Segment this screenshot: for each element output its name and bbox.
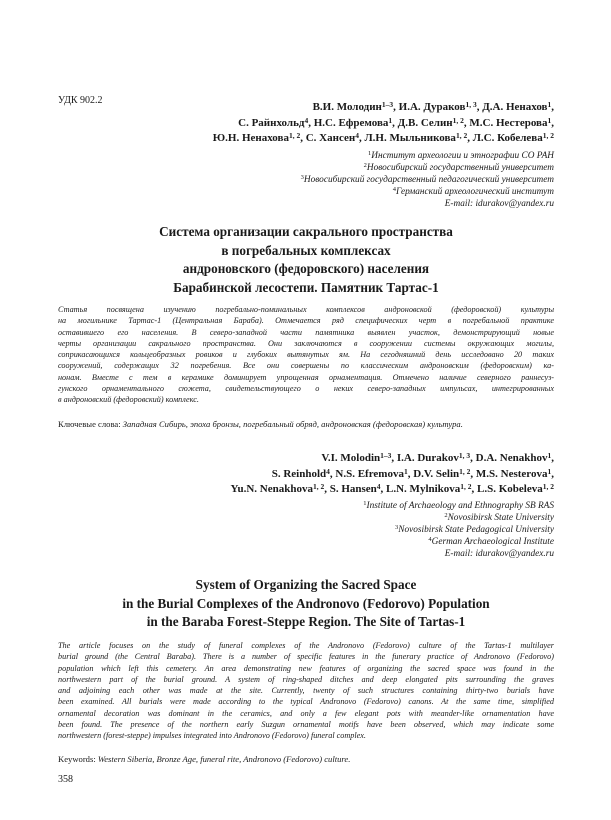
affiliation-text: Новосибирский государственный педагогический университет bbox=[303, 175, 554, 185]
affiliation-superscript: 1 bbox=[547, 115, 552, 125]
affiliation-text: E-mail: idurakov@yandex.ru bbox=[444, 199, 554, 209]
author-name: Yu.N. Nenakhova bbox=[230, 483, 313, 495]
abstract-line: нонам. Вместе с тем в керамике доминирует упрощенная орнаментация. Отмечено наличие северного раннесуз- bbox=[58, 372, 554, 382]
affiliation-line bbox=[200, 150, 554, 162]
en-title bbox=[58, 576, 554, 632]
abstract-line: в андроновский (федоровский) комплекс. bbox=[58, 395, 199, 405]
affiliation-number: 3 bbox=[300, 174, 304, 181]
abstract-line: burial ground (the Central Baraba). There is a number of specific features in the funerary practice of Andronovo (Fedorovo) bbox=[58, 652, 554, 662]
affiliation-text: German Archaeological Institute bbox=[431, 537, 554, 547]
en-keywords-label: Keywords: bbox=[58, 754, 96, 764]
abstract-line: been found. The presence of the northern early Suzgun ornamental motifs have been observed, which may indicate some bbox=[58, 720, 554, 730]
affiliation-superscript: 1–3 bbox=[381, 100, 394, 109]
title-line: in the Burial Complexes of the Andronovo (Fedorovo) Population bbox=[122, 595, 490, 611]
page-number: 358 bbox=[58, 774, 73, 785]
affiliation-superscript: 1, 3 bbox=[465, 100, 477, 109]
author-name: , bbox=[551, 467, 554, 480]
author-name: , Л.Н. Мыльникова bbox=[358, 132, 456, 144]
affiliation-line bbox=[200, 536, 554, 548]
title-line: Система организации сакрального пространства bbox=[159, 224, 453, 239]
en-abstract bbox=[58, 640, 554, 742]
abstract-line: northwestern (forest-steppe) impulses integrated into Andronovo (Fedorovo) funeral complex. bbox=[58, 731, 366, 741]
affiliation-number: 3 bbox=[395, 524, 399, 531]
author-name: , S. Hansen bbox=[324, 483, 377, 495]
affiliation-superscript: 4 bbox=[376, 482, 381, 491]
author-name: , С. Хансен bbox=[300, 132, 356, 144]
affiliation-number: 2 bbox=[444, 512, 448, 519]
ru-abstract bbox=[58, 304, 554, 406]
author-name: , D.A. Nenakhov bbox=[470, 452, 548, 464]
affiliation-number: 1 bbox=[368, 150, 372, 157]
abstract-line: черты организации сакрального пространства. Они заключаются в сооружении системы окружающих могилы, bbox=[58, 338, 554, 348]
affiliation-number: 2 bbox=[363, 162, 367, 169]
affiliation-superscript: 1, 2 bbox=[460, 482, 472, 491]
title-line: Барабинской лесостепи. Памятник Тартас-1 bbox=[173, 279, 439, 295]
udk-code: УДК 902.2 bbox=[58, 95, 103, 106]
ru-keywords bbox=[58, 419, 554, 430]
affiliation-number: 4 bbox=[392, 186, 397, 193]
author-name: , Д.А. Ненахов bbox=[476, 101, 548, 113]
affiliation-superscript: 1 bbox=[403, 466, 408, 476]
affiliation-superscript: 1 bbox=[547, 100, 552, 109]
author-name: , Д.В. Селин bbox=[392, 116, 453, 129]
affiliation-number: 4 bbox=[428, 536, 432, 543]
author-name: S. Reinhold bbox=[271, 467, 327, 480]
author-name: , I.A. Durakov bbox=[391, 452, 459, 464]
en-authors bbox=[120, 451, 554, 498]
affiliation-line bbox=[200, 512, 554, 524]
author-name: V.I. Molodin bbox=[321, 452, 381, 464]
contact-email bbox=[200, 198, 554, 210]
author-name: Ю.Н. Ненахова bbox=[212, 132, 289, 144]
author-line bbox=[120, 482, 554, 498]
affiliation-text: E-mail: idurakov@yandex.ru bbox=[444, 549, 554, 559]
affiliation-superscript: 1, 2 bbox=[312, 482, 325, 491]
affiliation-line bbox=[200, 162, 554, 174]
ru-keywords-text: Западная Сибирь, эпоха бронзы, погребальный обряд, андроновская (федоровская) культура. bbox=[122, 419, 463, 429]
affiliation-number: 1 bbox=[363, 500, 367, 507]
author-name: , M.S. Nesterova bbox=[470, 467, 548, 480]
author-name: , bbox=[551, 116, 554, 129]
affiliation-superscript: 1, 2 bbox=[459, 466, 471, 476]
affiliation-line bbox=[200, 500, 554, 512]
affiliation-superscript: 1, 2 bbox=[542, 131, 554, 140]
author-name: В.И. Молодин bbox=[312, 101, 382, 113]
author-name: , bbox=[551, 452, 554, 464]
affiliation-superscript: 1 bbox=[547, 466, 552, 476]
author-name: , bbox=[551, 101, 554, 113]
affiliation-superscript: 1 bbox=[388, 115, 393, 125]
contact-email bbox=[200, 548, 554, 560]
title-line: в погребальных комплексах bbox=[221, 242, 391, 258]
affiliation-superscript: 1, 2 bbox=[542, 482, 554, 491]
author-line bbox=[120, 467, 554, 483]
abstract-line: northwestern part of the burial ground. A system of ring-shaped ditches and deep elongated pits surrounding the graves bbox=[58, 674, 554, 684]
affiliation-line bbox=[200, 174, 554, 186]
abstract-line: Статья посвящена изучению погребально-поминальных комплексов андроновской (федоровской) культуры bbox=[58, 305, 554, 314]
affiliation-superscript: 4 bbox=[326, 466, 330, 476]
abstract-line: population which left this cemetery. An area demonstrating new features of organizing the sacred space was found in the bbox=[58, 663, 554, 673]
author-name: , Л.С. Кобелева bbox=[467, 132, 543, 144]
affiliation-text: Novosibirsk State Pedagogical University bbox=[398, 525, 554, 535]
affiliation-text: Новосибирский государственный университет bbox=[366, 163, 554, 173]
ru-keywords-label: Ключевые слова: bbox=[58, 419, 121, 429]
abstract-line: ornamental decoration was dominant in the ceramics, and only a few elegant pots with meander-like ornamentation have bbox=[58, 708, 554, 718]
title-line: in the Baraba Forest-Steppe Region. The Site of Tartas-1 bbox=[146, 614, 466, 629]
affiliation-line bbox=[200, 524, 554, 536]
ru-title bbox=[58, 223, 554, 297]
affiliation-text: Германский археологический институт bbox=[396, 187, 554, 197]
affiliation-text: Novosibirsk State University bbox=[447, 513, 554, 523]
author-name: , D.V. Selin bbox=[407, 467, 460, 480]
author-name: , И.А. Дураков bbox=[393, 101, 466, 113]
author-name: С. Райнхольд bbox=[238, 116, 305, 129]
en-keywords-text: Western Siberia, Bronze Age, funeral rite, Andronovo (Fedorovo) culture. bbox=[97, 754, 351, 764]
abstract-line: сооружений, содержащих 32 погребения. Все они совершены по классическим андроновским (федоровским) ка- bbox=[58, 361, 554, 371]
abstract-line: The article focuses on the study of funeral complexes of the Andronovo (Fedorovo) culture of the Tartas-1 multilayer bbox=[58, 641, 554, 650]
abstract-line: соприкасающихся кольцеобразных ровиков и глубоких вытянутых ям. На сегодняшний день исследовано 20 таких bbox=[58, 350, 554, 360]
affiliation-text: Institute of Archaeology and Ethnography SB RAS bbox=[366, 501, 554, 511]
abstract-line: been examined. All burials were made according to the typical Andronovo (Fedorovo) canons. At the same time, simplified bbox=[58, 697, 554, 707]
author-line bbox=[120, 116, 554, 132]
abstract-line: and adjoining each other was made at the site. Currently, twenty of such structures containing thirty-two burials have bbox=[58, 686, 554, 696]
affiliation-superscript: 1, 3 bbox=[458, 451, 471, 460]
author-line bbox=[120, 131, 554, 147]
ru-authors bbox=[120, 100, 554, 147]
en-affiliations bbox=[200, 500, 554, 560]
affiliation-superscript: 1, 2 bbox=[288, 131, 301, 140]
affiliation-superscript: 1, 2 bbox=[455, 131, 468, 140]
affiliation-text: Институт археологии и этнографии СО РАН bbox=[371, 151, 554, 161]
author-name: , N.S. Efremova bbox=[329, 467, 404, 480]
en-keywords bbox=[58, 754, 554, 765]
affiliation-superscript: 1, 2 bbox=[452, 115, 464, 125]
author-name: , L.S. Kobeleva bbox=[471, 483, 543, 495]
affiliation-superscript: 1–3 bbox=[380, 451, 392, 460]
abstract-line: оставившего его населения. В северо-западной части памятника выявлен участок, демонстрирующий новые bbox=[58, 327, 554, 337]
ru-affiliations bbox=[200, 150, 554, 210]
author-line bbox=[120, 451, 554, 467]
affiliation-superscript: 1 bbox=[547, 451, 552, 460]
author-name: , М.С. Нестерова bbox=[463, 116, 548, 129]
affiliation-line bbox=[200, 186, 554, 198]
abstract-line: гунского орнаментального сюжета, свидетельствующего о неких северо-западных импульсах, интегрированных bbox=[58, 384, 554, 394]
title-line: System of Organizing the Sacred Space bbox=[195, 577, 417, 592]
author-name: , Н.С. Ефремова bbox=[308, 116, 389, 129]
affiliation-superscript: 4 bbox=[304, 115, 309, 125]
author-name: , L.N. Mylnikova bbox=[380, 483, 461, 495]
title-line: андроновского (федоровского) населения bbox=[182, 261, 430, 276]
abstract-line: на могильнике Тартас-1 (Центральная Бараба). Отмечается ряд специфических черт в погребальной практике bbox=[58, 316, 554, 326]
affiliation-superscript: 4 bbox=[355, 131, 359, 140]
author-line bbox=[120, 100, 554, 116]
